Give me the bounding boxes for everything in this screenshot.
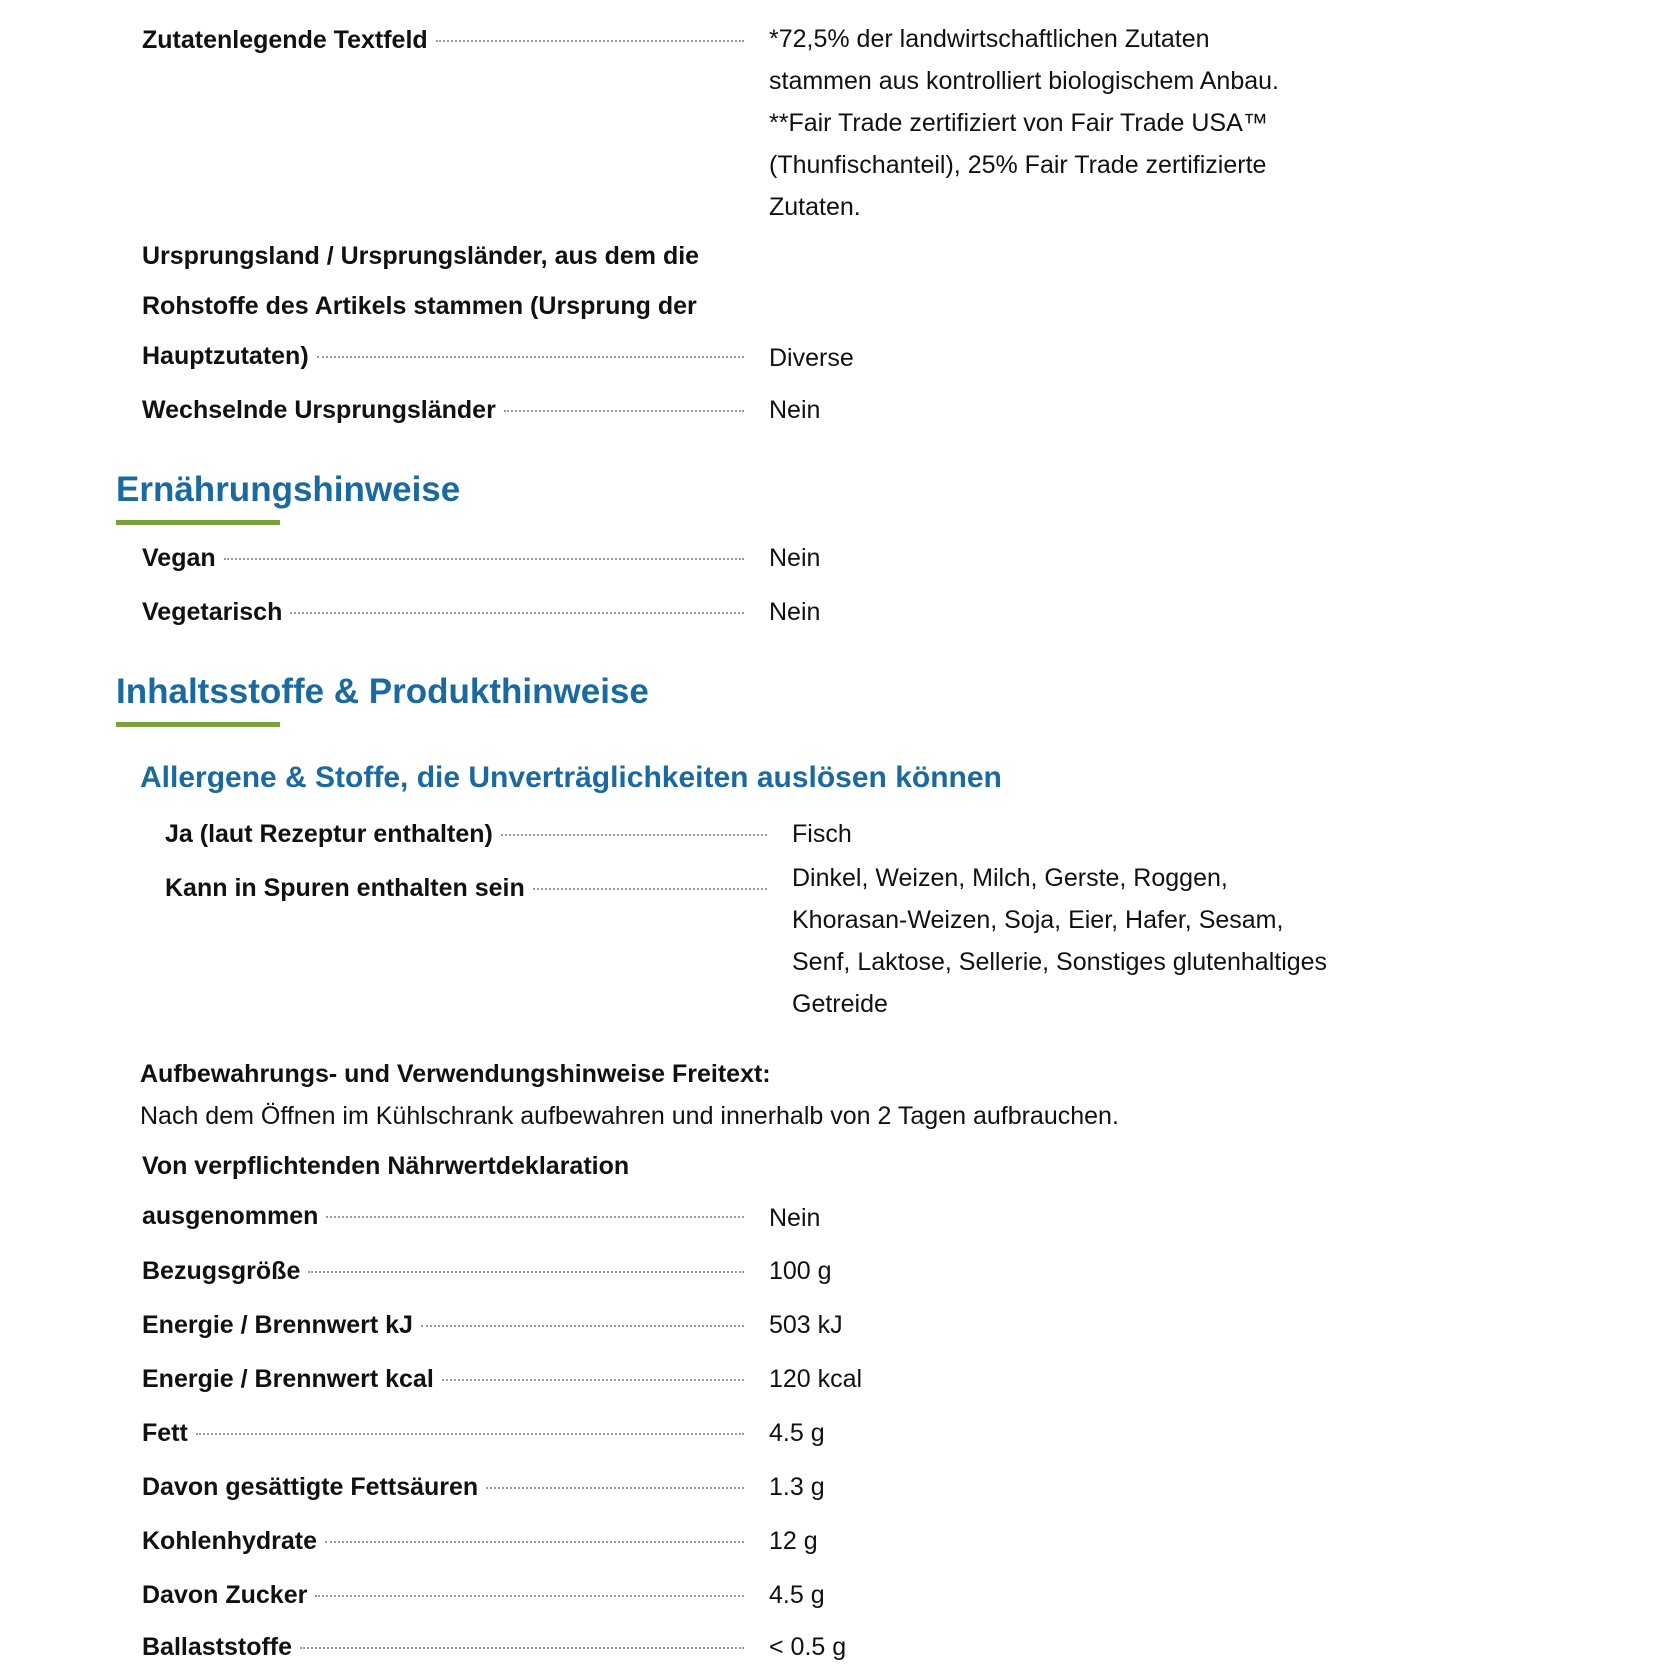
- section-heading-contents: Inhaltsstoffe & Produkthinweise: [116, 672, 649, 711]
- nutrition-row-value: 4.5 g: [769, 1419, 825, 1447]
- dotted-leader: [308, 1270, 744, 1273]
- origin-value: Diverse: [769, 344, 854, 372]
- dotted-leader: [290, 611, 744, 614]
- dotted-leader: [325, 1540, 744, 1543]
- dotted-leader: [442, 1378, 744, 1381]
- origin-label-line: Rohstoffe des Artikels stammen (Ursprung der: [142, 292, 697, 320]
- nutrition-exempt-value: Nein: [769, 1204, 821, 1232]
- dotted-leader: [504, 409, 744, 412]
- value-line: (Thunfischanteil), 25% Fair Trade zertifizierte: [769, 151, 1267, 179]
- value-line: *72,5% der landwirtschaftlichen Zutaten: [769, 25, 1210, 53]
- allergens-contained-label: Ja (laut Rezeptur enthalten): [165, 820, 493, 848]
- value-line: Getreide: [792, 990, 888, 1018]
- nutrition-row-value: 12 g: [769, 1527, 818, 1555]
- allergens-traces-label: Kann in Spuren enthalten sein: [165, 874, 525, 902]
- storage-label: Aufbewahrungs- und Verwendungshinweise Freitext:: [140, 1060, 771, 1088]
- nutrition-row-value: 100 g: [769, 1257, 832, 1285]
- storage-text: Nach dem Öffnen im Kühlschrank aufbewahren und innerhalb von 2 Tagen aufbrauchen.: [140, 1102, 1119, 1130]
- dotted-leader: [315, 1594, 744, 1597]
- nutrition-row-label: Bezugsgröße: [142, 1257, 301, 1285]
- dotted-leader: [224, 557, 744, 560]
- nutrition-exempt-label-line: Von verpflichtenden Nährwertdeklaration: [142, 1152, 630, 1180]
- nutrition-row-label: Ballaststoffe: [142, 1633, 293, 1661]
- dotted-leader: [501, 833, 767, 836]
- heading-underline: [116, 722, 280, 727]
- dotted-leader: [317, 355, 744, 358]
- dotted-leader: [436, 39, 744, 42]
- value-line: Dinkel, Weizen, Milch, Gerste, Roggen,: [792, 864, 1228, 892]
- nutrition-row-label: Fett: [142, 1419, 188, 1447]
- value-line: Khorasan-Weizen, Soja, Eier, Hafer, Sesam,: [792, 906, 1284, 934]
- allergens-contained-value: Fisch: [792, 820, 852, 848]
- nutrition-row-label: Davon Zucker: [142, 1581, 308, 1609]
- allergens-traces-value: [792, 857, 1352, 1025]
- heading-underline: [116, 520, 280, 525]
- section-heading-nutrition-notes: Ernährungshinweise: [116, 470, 461, 509]
- value-line: stammen aus kontrolliert biologischem Anbau.: [769, 67, 1279, 95]
- vegan-value: Nein: [769, 544, 821, 572]
- value-line: Zutaten.: [769, 193, 861, 221]
- nutrition-row-label: Kohlenhydrate: [142, 1527, 318, 1555]
- value-line: Senf, Laktose, Sellerie, Sonstiges glutenhaltiges: [792, 948, 1328, 976]
- nutrition-row-label: Davon gesättigte Fettsäuren: [142, 1473, 479, 1501]
- ingredients-legend-value: [769, 18, 1329, 228]
- nutrition-row-value: 1.3 g: [769, 1473, 825, 1501]
- vegetarian-value: Nein: [769, 598, 821, 626]
- dotted-leader: [533, 887, 767, 890]
- origin-label-line: Ursprungsland / Ursprungsländer, aus dem die: [142, 242, 700, 270]
- changing-origin-value: Nein: [769, 396, 821, 424]
- vegan-label: Vegan: [142, 544, 216, 572]
- ingredients-legend-label: Zutatenlegende Textfeld: [142, 26, 428, 54]
- nutrition-row-value: 503 kJ: [769, 1311, 843, 1339]
- nutrition-row-label: Energie / Brennwert kJ: [142, 1311, 413, 1339]
- changing-origin-label: Wechselnde Ursprungsländer: [142, 396, 496, 424]
- origin-label-line: Hauptzutaten): [142, 342, 309, 370]
- value-line: **Fair Trade zertifiziert von Fair Trade USA™: [769, 109, 1268, 137]
- dotted-leader: [300, 1646, 744, 1649]
- subsection-heading-allergens: Allergene & Stoffe, die Unverträglichkeiten auslösen können: [140, 761, 1002, 794]
- dotted-leader: [486, 1486, 744, 1489]
- nutrition-row-value: 120 kcal: [769, 1365, 863, 1393]
- nutrition-row-value: < 0.5 g: [769, 1633, 847, 1661]
- nutrition-row-label: Energie / Brennwert kcal: [142, 1365, 434, 1393]
- nutrition-exempt-label-line: ausgenommen: [142, 1202, 319, 1230]
- dotted-leader: [196, 1432, 744, 1435]
- dotted-leader: [421, 1324, 744, 1327]
- nutrition-row-value: 4.5 g: [769, 1581, 825, 1609]
- dotted-leader: [326, 1215, 744, 1218]
- vegetarian-label: Vegetarisch: [142, 598, 283, 626]
